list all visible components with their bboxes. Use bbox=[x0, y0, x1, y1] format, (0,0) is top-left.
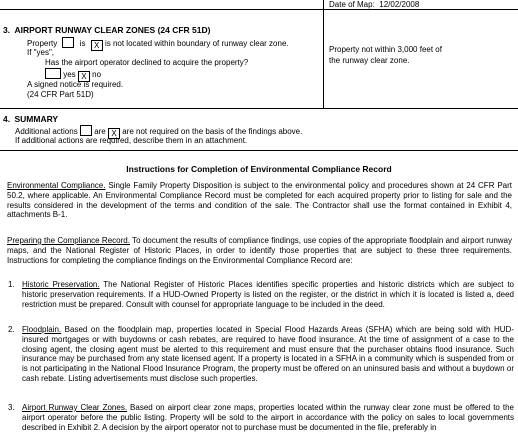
date-of-map bbox=[329, 0, 419, 10]
p2-body: To document the results of compliance findings, use copies of the appropriate floodplain and airport runway maps, and the National Register of Historic Places, in order to identify those properties that are subject to these three requirements. Instructions for completing the compliance findings on the Environmental Compliance Record are: bbox=[7, 236, 512, 265]
property-label: Property bbox=[27, 39, 58, 48]
is-not-checkbox[interactable]: X bbox=[91, 40, 103, 51]
item-heading: Floodplain. bbox=[22, 325, 62, 334]
item-body: Based on the floodplain map, properties located in Special Flood Hazards Areas (SFHA) which are being sold with HUD-insured mortgages or with buydowns or cash rebates, are required to have flood insurance. At the time of assignment of a case to the closing agent, the closing agent must be alerted to this requirement and must ensure that the purchaser obtains flood insurance. Such insurance may be purchased from any state licensed agent. If a property is located in a SFHA in a community which is suspended from or is not participating in the National Flood Insurance Program, the property must be offered on an uninsured basis and without a buydown or cash rebate. Listing advertisements must disclose such properties. bbox=[22, 325, 514, 383]
p1-heading: Environmental Compliance. bbox=[7, 181, 106, 190]
section3-right-note-1: Property not within 3,000 feet of bbox=[329, 45, 442, 54]
p1-body: Single Family Property Disposition is subject to the environmental policy and procedures shown at 24 CFR Part 50.2, where applicable. An Environmental Compliance Record must be completed for each acquired property prior to listing for sale and the results considered in the development of the terms and condition of the sale. The Contractor shall use the format contained in Exhibit 4, attachments B-1. bbox=[7, 181, 512, 220]
section3-heading bbox=[3, 25, 210, 35]
is-checkbox[interactable] bbox=[62, 37, 74, 48]
no-checkbox[interactable]: X bbox=[78, 71, 90, 82]
no-label: no bbox=[92, 70, 102, 79]
environmental-compliance-paragraph bbox=[7, 181, 512, 220]
section3-title: AIRPORT RUNWAY CLEAR ZONES (24 CFR 51D) bbox=[14, 25, 211, 35]
date-of-map-value: 12/02/2008 bbox=[379, 0, 420, 9]
section4-heading bbox=[3, 114, 58, 124]
item-number: 2. bbox=[8, 325, 15, 334]
item-number: 1. bbox=[8, 280, 15, 289]
if-required-note: If additional actions are required, describe them in an attachment. bbox=[15, 136, 248, 145]
section4-bottom-border bbox=[0, 150, 518, 151]
item-heading: Historic Preservation. bbox=[22, 280, 100, 289]
yes-label: yes bbox=[63, 70, 76, 79]
section3-citation: (24 CFR Part 51D) bbox=[27, 90, 94, 99]
section3-property-line bbox=[27, 37, 289, 51]
signed-notice: A signed notice is required. bbox=[27, 80, 124, 89]
instructions-title: Instructions for Completion of Environmental Compliance Record bbox=[126, 164, 392, 174]
additional-actions-label: Additional actions bbox=[15, 127, 78, 136]
item-number: 3. bbox=[8, 403, 15, 412]
are-checkbox[interactable] bbox=[80, 125, 92, 136]
date-of-map-label: Date of Map: bbox=[329, 0, 375, 9]
preparing-record-paragraph bbox=[7, 236, 512, 265]
p2-heading: Preparing the Compliance Record. bbox=[7, 236, 130, 245]
section3-bottom-border bbox=[0, 108, 518, 109]
item-body: Based on airport clear zone maps, properties located within the runway clear zone must be offered to the airport operator before the public listing. Property will be sold to the airport in accordance with the policy on sales to local governments described in Exhibit 2. A decision by the airport operator not to purchase must be documented in the file, preferably in bbox=[22, 403, 514, 432]
section4-title: SUMMARY bbox=[14, 114, 59, 124]
yes-checkbox[interactable] bbox=[45, 68, 61, 79]
are-not-checkbox[interactable]: X bbox=[108, 128, 120, 139]
are-label: are bbox=[94, 127, 106, 136]
is-label: is bbox=[79, 39, 86, 48]
top-table-border bbox=[0, 9, 518, 10]
section3-right-note-2: the runway clear zone. bbox=[329, 56, 410, 65]
date-cell-divider bbox=[323, 0, 324, 10]
is-not-text: is not located within boundary of runway clear zone. bbox=[104, 39, 289, 48]
airport-question: Has the airport operator declined to acquire the property? bbox=[45, 58, 249, 67]
section4-number: 4. bbox=[3, 114, 11, 124]
section3-number: 3. bbox=[3, 25, 11, 35]
if-yes-label: If "yes", bbox=[27, 48, 55, 57]
section3-divider bbox=[323, 10, 324, 108]
item-heading: Airport Runway Clear Zones. bbox=[22, 403, 128, 412]
are-not-text: are not required on the basis of the findings above. bbox=[122, 127, 303, 136]
item-body: The National Register of Historic Places identifies specific properties and historic districts which are subject to historic preservation requirements. If a HUD-Owned Property is listed on the register, or the district in which it is located is listed a, deed restriction must be prepared. Consult with counsel for appropriate language to be included in the deed. bbox=[22, 280, 514, 309]
